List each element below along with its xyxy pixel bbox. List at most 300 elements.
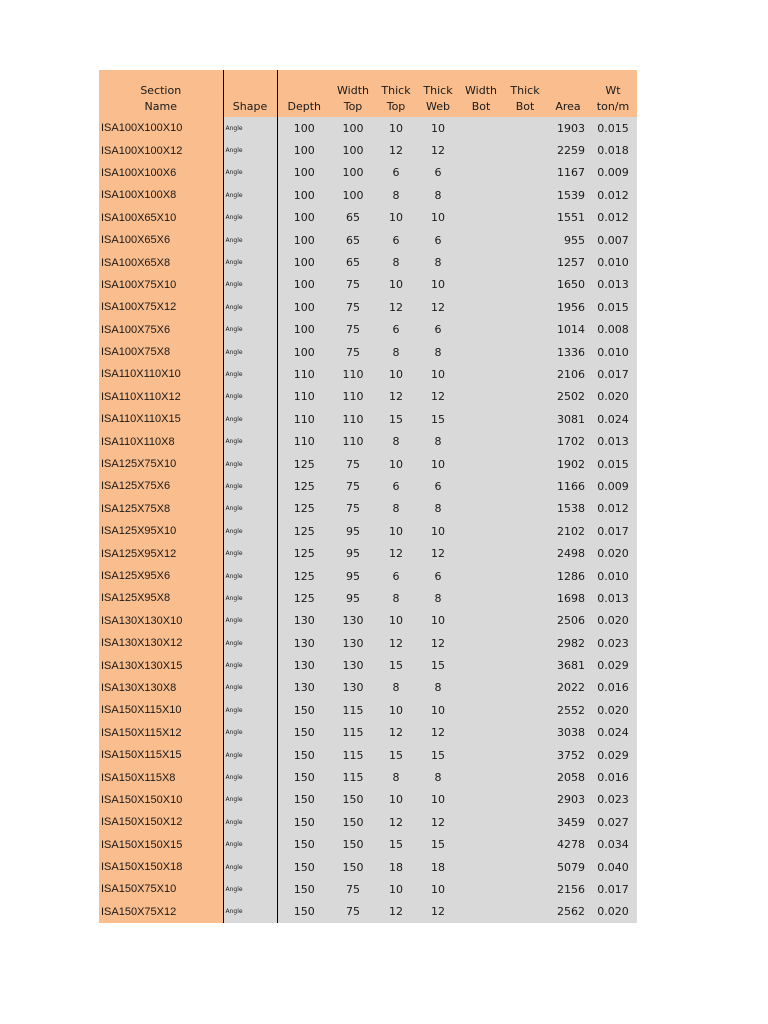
cell-thick-web: 10 <box>417 117 459 139</box>
table-row <box>99 386 637 408</box>
cell-wt: 0.020 <box>589 699 637 721</box>
cell-area: 2506 <box>547 610 589 632</box>
cell-thick-web: 10 <box>417 789 459 811</box>
cell-thick-top: 15 <box>375 408 417 430</box>
cell-thick-top: 12 <box>375 139 417 161</box>
cell-width-bot <box>459 139 503 161</box>
cell-thick-top: 6 <box>375 475 417 497</box>
header-wt <box>589 70 637 117</box>
cell-area: 3681 <box>547 654 589 676</box>
header-wt-line2: ton/m <box>596 100 630 113</box>
cell-section-name: ISA100X75X6 <box>99 319 223 341</box>
header-thick-top <box>375 70 417 117</box>
cell-depth: 150 <box>277 699 331 721</box>
cell-area: 1702 <box>547 430 589 452</box>
cell-width-top: 130 <box>331 654 375 676</box>
cell-width-top: 115 <box>331 744 375 766</box>
cell-shape: Angle <box>223 139 277 161</box>
header-wt-line1: Wt <box>605 84 621 97</box>
header-width-top <box>331 70 375 117</box>
cell-depth: 100 <box>277 207 331 229</box>
cell-thick-web: 10 <box>417 453 459 475</box>
table-row <box>99 722 637 744</box>
cell-shape: Angle <box>223 117 277 139</box>
cell-wt: 0.008 <box>589 319 637 341</box>
cell-depth: 150 <box>277 744 331 766</box>
cell-wt: 0.013 <box>589 587 637 609</box>
cell-width-bot <box>459 542 503 564</box>
cell-shape: Angle <box>223 520 277 542</box>
cell-shape: Angle <box>223 565 277 587</box>
cell-depth: 110 <box>277 408 331 430</box>
table-row <box>99 654 637 676</box>
cell-depth: 130 <box>277 632 331 654</box>
cell-width-bot <box>459 296 503 318</box>
cell-shape: Angle <box>223 363 277 385</box>
cell-thick-bot <box>503 184 547 206</box>
cell-width-top: 100 <box>331 162 375 184</box>
header-depth-line2: Depth <box>287 100 321 113</box>
cell-shape: Angle <box>223 654 277 676</box>
header-width-bot-line2: Bot <box>471 100 491 113</box>
cell-width-top: 130 <box>331 610 375 632</box>
cell-thick-top: 8 <box>375 766 417 788</box>
cell-thick-bot <box>503 878 547 900</box>
cell-width-bot <box>459 408 503 430</box>
cell-wt: 0.013 <box>589 274 637 296</box>
cell-thick-top: 10 <box>375 207 417 229</box>
table-row <box>99 565 637 587</box>
table-row <box>99 901 637 923</box>
cell-width-bot <box>459 453 503 475</box>
cell-width-top: 75 <box>331 274 375 296</box>
cell-thick-web: 8 <box>417 587 459 609</box>
cell-thick-bot <box>503 207 547 229</box>
cell-shape: Angle <box>223 184 277 206</box>
cell-width-top: 75 <box>331 453 375 475</box>
cell-area: 2106 <box>547 363 589 385</box>
cell-thick-web: 12 <box>417 632 459 654</box>
table-row <box>99 296 637 318</box>
cell-area: 2903 <box>547 789 589 811</box>
cell-area: 2058 <box>547 766 589 788</box>
cell-thick-web: 12 <box>417 139 459 161</box>
cell-depth: 150 <box>277 834 331 856</box>
cell-width-bot <box>459 632 503 654</box>
cell-thick-web: 15 <box>417 408 459 430</box>
cell-section-name: ISA100X75X10 <box>99 274 223 296</box>
cell-area: 1698 <box>547 587 589 609</box>
cell-area: 2022 <box>547 677 589 699</box>
cell-shape: Angle <box>223 430 277 452</box>
cell-thick-web: 8 <box>417 498 459 520</box>
cell-thick-bot <box>503 229 547 251</box>
cell-width-top: 95 <box>331 542 375 564</box>
cell-shape: Angle <box>223 632 277 654</box>
cell-thick-top: 8 <box>375 677 417 699</box>
cell-width-top: 115 <box>331 722 375 744</box>
cell-wt: 0.024 <box>589 408 637 430</box>
cell-width-bot <box>459 654 503 676</box>
cell-shape: Angle <box>223 722 277 744</box>
cell-thick-web: 10 <box>417 878 459 900</box>
cell-width-top: 150 <box>331 811 375 833</box>
cell-thick-web: 12 <box>417 811 459 833</box>
cell-thick-top: 8 <box>375 341 417 363</box>
cell-depth: 130 <box>277 610 331 632</box>
cell-wt: 0.034 <box>589 834 637 856</box>
table-row <box>99 699 637 721</box>
cell-depth: 150 <box>277 722 331 744</box>
cell-section-name: ISA150X150X12 <box>99 811 223 833</box>
cell-width-bot <box>459 811 503 833</box>
table-row <box>99 453 637 475</box>
table-header <box>99 70 637 117</box>
cell-width-top: 75 <box>331 319 375 341</box>
cell-wt: 0.024 <box>589 722 637 744</box>
cell-wt: 0.020 <box>589 386 637 408</box>
header-thick-top-line1: Thick <box>381 84 411 97</box>
cell-wt: 0.012 <box>589 184 637 206</box>
cell-thick-web: 10 <box>417 610 459 632</box>
cell-thick-web: 15 <box>417 834 459 856</box>
cell-section-name: ISA130X130X8 <box>99 677 223 699</box>
cell-thick-top: 10 <box>375 363 417 385</box>
header-row <box>99 70 637 117</box>
cell-width-top: 150 <box>331 789 375 811</box>
cell-thick-bot <box>503 654 547 676</box>
cell-wt: 0.010 <box>589 251 637 273</box>
cell-width-bot <box>459 229 503 251</box>
cell-wt: 0.010 <box>589 341 637 363</box>
table-row <box>99 341 637 363</box>
cell-thick-web: 10 <box>417 207 459 229</box>
cell-thick-web: 8 <box>417 766 459 788</box>
table-row <box>99 363 637 385</box>
cell-width-top: 100 <box>331 117 375 139</box>
cell-thick-bot <box>503 834 547 856</box>
section-properties-table <box>99 70 638 923</box>
cell-section-name: ISA110X110X10 <box>99 363 223 385</box>
cell-section-name: ISA100X75X8 <box>99 341 223 363</box>
table-row <box>99 251 637 273</box>
cell-width-top: 75 <box>331 341 375 363</box>
cell-section-name: ISA100X65X6 <box>99 229 223 251</box>
header-thick-bot-line1: Thick <box>510 84 540 97</box>
cell-thick-top: 12 <box>375 722 417 744</box>
cell-depth: 150 <box>277 901 331 923</box>
header-area <box>547 70 589 117</box>
cell-thick-bot <box>503 139 547 161</box>
cell-section-name: ISA125X95X6 <box>99 565 223 587</box>
cell-shape: Angle <box>223 811 277 833</box>
cell-depth: 100 <box>277 296 331 318</box>
table-row <box>99 229 637 251</box>
cell-thick-top: 6 <box>375 162 417 184</box>
cell-shape: Angle <box>223 834 277 856</box>
cell-thick-web: 12 <box>417 296 459 318</box>
cell-width-top: 100 <box>331 139 375 161</box>
cell-section-name: ISA110X110X8 <box>99 430 223 452</box>
cell-shape: Angle <box>223 699 277 721</box>
cell-wt: 0.015 <box>589 296 637 318</box>
cell-depth: 125 <box>277 453 331 475</box>
cell-width-bot <box>459 610 503 632</box>
cell-width-bot <box>459 699 503 721</box>
table-row <box>99 162 637 184</box>
cell-thick-top: 12 <box>375 901 417 923</box>
cell-width-top: 150 <box>331 856 375 878</box>
cell-thick-top: 10 <box>375 878 417 900</box>
cell-width-top: 110 <box>331 408 375 430</box>
cell-width-top: 65 <box>331 251 375 273</box>
cell-section-name: ISA130X130X12 <box>99 632 223 654</box>
cell-thick-top: 6 <box>375 229 417 251</box>
table-row <box>99 430 637 452</box>
cell-thick-top: 12 <box>375 632 417 654</box>
cell-width-bot <box>459 184 503 206</box>
cell-thick-web: 8 <box>417 677 459 699</box>
cell-wt: 0.009 <box>589 475 637 497</box>
cell-thick-top: 10 <box>375 789 417 811</box>
cell-section-name: ISA150X115X12 <box>99 722 223 744</box>
cell-section-name: ISA125X95X12 <box>99 542 223 564</box>
cell-width-top: 95 <box>331 587 375 609</box>
cell-thick-top: 10 <box>375 520 417 542</box>
cell-wt: 0.010 <box>589 565 637 587</box>
cell-width-bot <box>459 363 503 385</box>
cell-thick-bot <box>503 632 547 654</box>
cell-area: 1551 <box>547 207 589 229</box>
cell-width-top: 130 <box>331 632 375 654</box>
header-width-top-line1: Width <box>337 84 369 97</box>
cell-depth: 125 <box>277 542 331 564</box>
cell-thick-bot <box>503 610 547 632</box>
table-row <box>99 117 637 139</box>
table-row <box>99 475 637 497</box>
cell-depth: 150 <box>277 789 331 811</box>
header-section-name <box>99 70 223 117</box>
cell-area: 2502 <box>547 386 589 408</box>
cell-area: 1956 <box>547 296 589 318</box>
cell-thick-web: 6 <box>417 475 459 497</box>
cell-area: 3459 <box>547 811 589 833</box>
cell-thick-top: 18 <box>375 856 417 878</box>
cell-width-bot <box>459 744 503 766</box>
cell-area: 3038 <box>547 722 589 744</box>
table-row <box>99 744 637 766</box>
cell-section-name: ISA100X65X10 <box>99 207 223 229</box>
cell-section-name: ISA100X100X12 <box>99 139 223 161</box>
cell-thick-bot <box>503 498 547 520</box>
cell-thick-bot <box>503 162 547 184</box>
cell-width-top: 115 <box>331 766 375 788</box>
cell-width-top: 95 <box>331 565 375 587</box>
cell-width-top: 75 <box>331 475 375 497</box>
cell-thick-bot <box>503 789 547 811</box>
cell-wt: 0.029 <box>589 744 637 766</box>
cell-thick-web: 8 <box>417 184 459 206</box>
cell-wt: 0.015 <box>589 453 637 475</box>
cell-shape: Angle <box>223 207 277 229</box>
cell-depth: 130 <box>277 654 331 676</box>
cell-width-top: 75 <box>331 498 375 520</box>
table-row <box>99 139 637 161</box>
cell-thick-bot <box>503 430 547 452</box>
cell-width-top: 100 <box>331 184 375 206</box>
cell-shape: Angle <box>223 901 277 923</box>
cell-wt: 0.020 <box>589 542 637 564</box>
cell-depth: 100 <box>277 117 331 139</box>
cell-thick-bot <box>503 117 547 139</box>
header-width-bot <box>459 70 503 117</box>
cell-thick-web: 10 <box>417 520 459 542</box>
cell-area: 5079 <box>547 856 589 878</box>
cell-width-top: 65 <box>331 229 375 251</box>
cell-wt: 0.017 <box>589 520 637 542</box>
header-thick-top-line2: Top <box>386 100 406 113</box>
cell-thick-bot <box>503 744 547 766</box>
cell-section-name: ISA125X75X6 <box>99 475 223 497</box>
cell-area: 955 <box>547 229 589 251</box>
cell-width-bot <box>459 901 503 923</box>
cell-width-bot <box>459 386 503 408</box>
cell-area: 1538 <box>547 498 589 520</box>
cell-thick-top: 10 <box>375 610 417 632</box>
cell-width-top: 115 <box>331 699 375 721</box>
cell-thick-web: 18 <box>417 856 459 878</box>
header-shape <box>223 70 277 117</box>
cell-thick-web: 15 <box>417 744 459 766</box>
table-row <box>99 789 637 811</box>
cell-width-bot <box>459 722 503 744</box>
cell-depth: 100 <box>277 319 331 341</box>
cell-area: 2102 <box>547 520 589 542</box>
table-row <box>99 319 637 341</box>
cell-shape: Angle <box>223 386 277 408</box>
cell-thick-bot <box>503 408 547 430</box>
cell-depth: 125 <box>277 565 331 587</box>
table-row <box>99 184 637 206</box>
cell-depth: 125 <box>277 498 331 520</box>
header-width-top-line2: Top <box>343 100 363 113</box>
header-thick-web-line1: Thick <box>423 84 453 97</box>
cell-wt: 0.018 <box>589 139 637 161</box>
cell-wt: 0.016 <box>589 766 637 788</box>
cell-thick-bot <box>503 722 547 744</box>
cell-thick-web: 6 <box>417 319 459 341</box>
cell-thick-top: 15 <box>375 654 417 676</box>
cell-width-bot <box>459 498 503 520</box>
table-row <box>99 207 637 229</box>
cell-thick-bot <box>503 587 547 609</box>
cell-section-name: ISA150X115X10 <box>99 699 223 721</box>
cell-wt: 0.016 <box>589 677 637 699</box>
cell-width-bot <box>459 520 503 542</box>
cell-area: 1902 <box>547 453 589 475</box>
cell-thick-top: 12 <box>375 386 417 408</box>
cell-width-top: 150 <box>331 834 375 856</box>
cell-thick-top: 8 <box>375 184 417 206</box>
cell-width-top: 110 <box>331 386 375 408</box>
cell-section-name: ISA100X100X8 <box>99 184 223 206</box>
cell-section-name: ISA110X110X12 <box>99 386 223 408</box>
cell-thick-web: 6 <box>417 229 459 251</box>
header-thick-web <box>417 70 459 117</box>
table-row <box>99 811 637 833</box>
cell-section-name: ISA100X100X6 <box>99 162 223 184</box>
cell-thick-bot <box>503 811 547 833</box>
cell-wt: 0.020 <box>589 901 637 923</box>
cell-thick-top: 6 <box>375 565 417 587</box>
cell-thick-top: 8 <box>375 430 417 452</box>
cell-section-name: ISA150X75X10 <box>99 878 223 900</box>
cell-thick-web: 8 <box>417 341 459 363</box>
table-row <box>99 878 637 900</box>
cell-area: 2259 <box>547 139 589 161</box>
cell-thick-top: 6 <box>375 319 417 341</box>
cell-thick-web: 6 <box>417 162 459 184</box>
cell-thick-web: 10 <box>417 274 459 296</box>
cell-shape: Angle <box>223 296 277 318</box>
cell-shape: Angle <box>223 856 277 878</box>
cell-wt: 0.017 <box>589 363 637 385</box>
header-section-name-line2: Name <box>144 100 177 113</box>
cell-wt: 0.029 <box>589 654 637 676</box>
cell-wt: 0.020 <box>589 610 637 632</box>
cell-width-top: 130 <box>331 677 375 699</box>
cell-wt: 0.017 <box>589 878 637 900</box>
cell-width-bot <box>459 430 503 452</box>
cell-width-top: 75 <box>331 901 375 923</box>
cell-thick-bot <box>503 565 547 587</box>
cell-depth: 150 <box>277 811 331 833</box>
header-shape-line2: Shape <box>232 100 268 113</box>
cell-shape: Angle <box>223 229 277 251</box>
cell-shape: Angle <box>223 274 277 296</box>
cell-thick-bot <box>503 677 547 699</box>
cell-area: 3081 <box>547 408 589 430</box>
cell-thick-web: 8 <box>417 430 459 452</box>
cell-section-name: ISA100X75X12 <box>99 296 223 318</box>
cell-wt: 0.023 <box>589 789 637 811</box>
cell-thick-top: 10 <box>375 117 417 139</box>
cell-section-name: ISA125X95X8 <box>99 587 223 609</box>
cell-shape: Angle <box>223 453 277 475</box>
cell-width-top: 110 <box>331 430 375 452</box>
cell-shape: Angle <box>223 610 277 632</box>
table-row <box>99 498 637 520</box>
cell-thick-bot <box>503 341 547 363</box>
cell-area: 4278 <box>547 834 589 856</box>
cell-width-bot <box>459 878 503 900</box>
cell-width-bot <box>459 475 503 497</box>
cell-depth: 100 <box>277 251 331 273</box>
header-section-name-line1: Section <box>140 84 182 97</box>
cell-section-name: ISA150X150X10 <box>99 789 223 811</box>
cell-thick-web: 15 <box>417 654 459 676</box>
cell-area: 1336 <box>547 341 589 363</box>
cell-shape: Angle <box>223 341 277 363</box>
cell-area: 2156 <box>547 878 589 900</box>
cell-thick-top: 8 <box>375 587 417 609</box>
cell-section-name: ISA150X75X12 <box>99 901 223 923</box>
cell-thick-bot <box>503 319 547 341</box>
cell-width-bot <box>459 856 503 878</box>
cell-depth: 110 <box>277 363 331 385</box>
cell-thick-bot <box>503 296 547 318</box>
cell-section-name: ISA150X115X15 <box>99 744 223 766</box>
